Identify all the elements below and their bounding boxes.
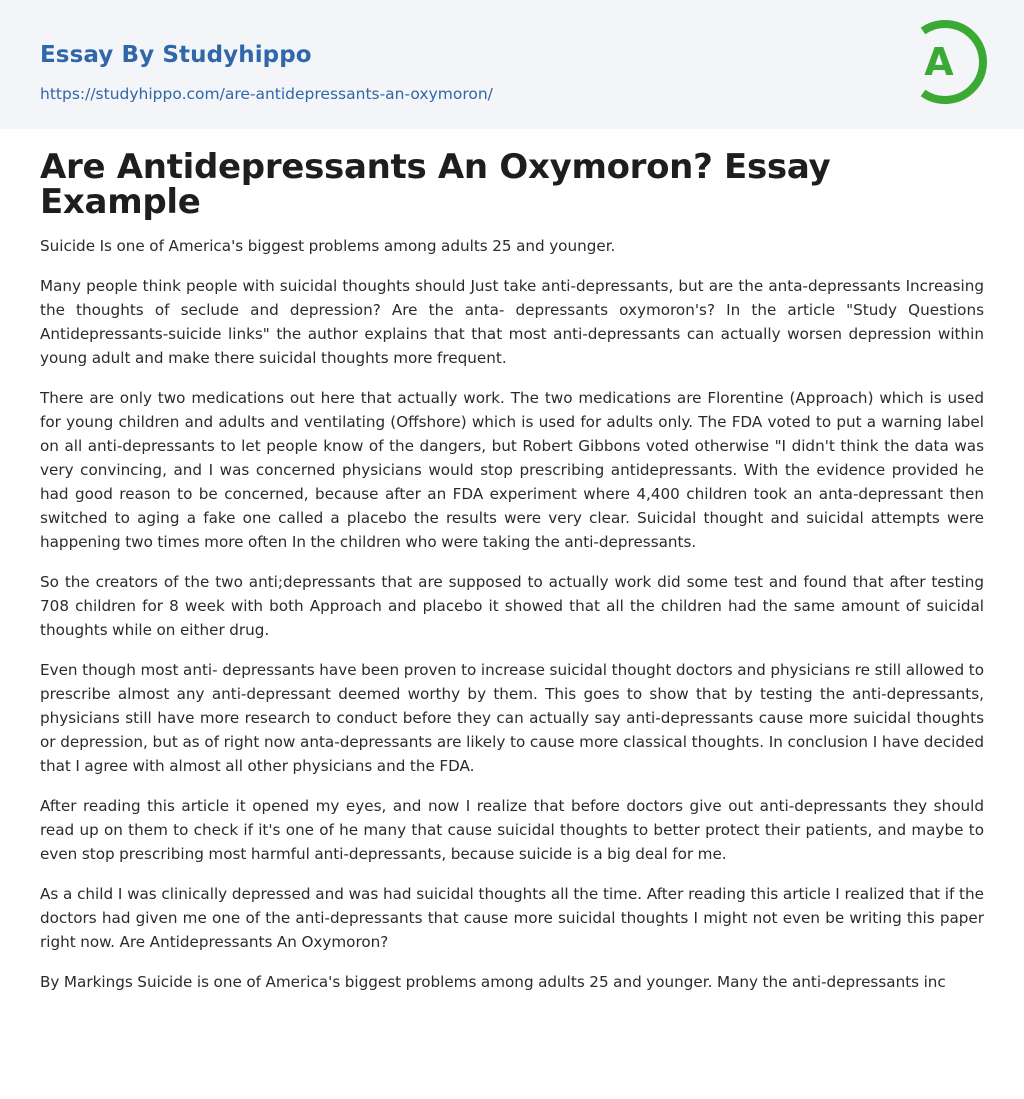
logo-letter: A <box>924 40 954 84</box>
essay-paragraph: There are only two medications out here that actually work. The two medications are Florentine (Approach) which is used for young children and adults and ventilating (Offshore) which is used for adults only. The FDA voted to put a warning label on all anti-depressants to let people know of the dangers, but Robert Gibbons voted otherwise "I didn't think the data was very convincing, and I was concerned physicians would stop prescribing antidepressants. With the evidence provided he had good reason to be concerned, because after an FDA experiment where 4,400 children took an anta-depressant then switched to aging a fake one called a placebo the results were very clear. Suicidal thought and suicidal attempts were happening two times more often In the children who were taking the anti-depressants. <box>40 389 984 551</box>
page-url-link[interactable]: https://studyhippo.com/are-antidepressants-an-oxymoron/ <box>40 85 493 103</box>
essay-paragraph: So the creators of the two anti;depressants that are supposed to actually work did some test and found that after testing 708 children for 8 week with both Approach and placebo it showed that all the children had the same amount of suicidal thoughts while on either drug. <box>40 573 984 639</box>
essay-paragraph: After reading this article it opened my eyes, and now I realize that before doctors give out anti-depressants they should read up on them to check if it's one of he many that cause suicidal thoughts to better protect their patients, and maybe to even stop prescribing most harmful anti-depressants, because suicide is a big deal for me. <box>40 797 984 863</box>
essay-paragraph: By Markings Suicide is one of America's biggest problems among adults 25 and younger. Many the anti-depressants inc <box>40 973 946 991</box>
essay-paragraph: Many people think people with suicidal thoughts should Just take anti-depressants, but are the anta-depressants Increasing the thoughts of seclude and depression? Are the anta- depressants oxymoron's? In the article "Study Questions Antidepressants-suicide links" the author explains that that most anti-depressants can actually worsen depression within young adult and make there suicidal thoughts more frequent. <box>40 277 984 367</box>
brand-link[interactable]: Essay By Studyhippo <box>40 42 312 68</box>
essay-title: Are Antidepressants An Oxymoron? Essay Example <box>40 147 831 222</box>
essay-body <box>40 234 984 1010</box>
essay-paragraph: Suicide Is one of America's biggest problems among adults 25 and younger. <box>40 237 616 255</box>
essay-paragraph: As a child I was clinically depressed and was had suicidal thoughts all the time. After reading this article I realized that if the doctors had given me one of the anti-depressants that cause more suicidal thoughts I might not even be writing this paper right now. Are Antidepressants An Oxymoron? <box>40 885 984 951</box>
essay-paragraph: Even though most anti- depressants have been proven to increase suicidal thought doctors and physicians re still allowed to prescribe almost any anti-depressant deemed worthy by them. This goes to show that by testing the anti-depressants, physicians still have more research to conduct before they can actually say anti-depressants cause more suicidal thoughts or depression, but as of right now anta-depressants are likely to cause more classical thoughts. In conclusion I have decided that I agree with almost all other physicians and the FDA. <box>40 661 984 775</box>
